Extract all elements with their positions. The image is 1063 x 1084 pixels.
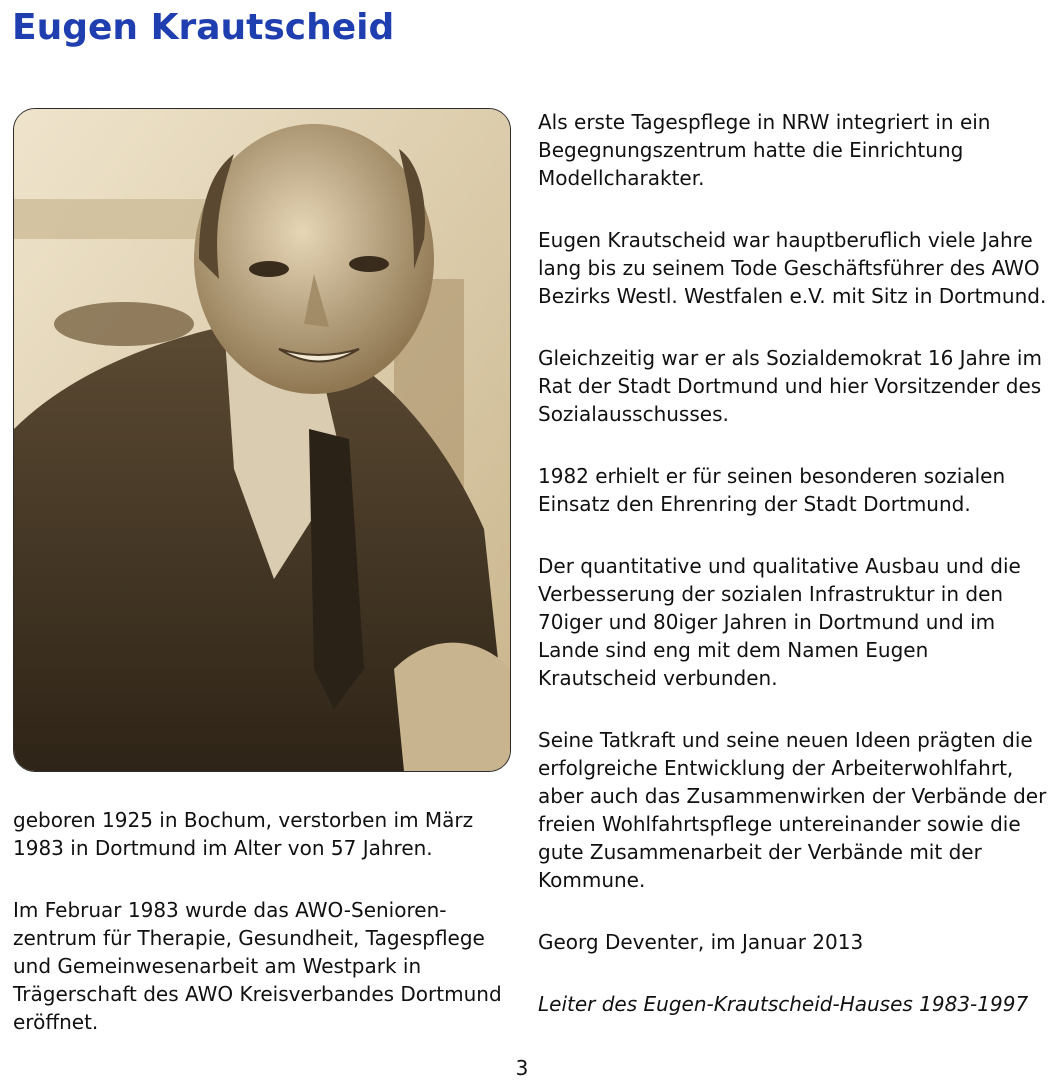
signature-role: Leiter des Eugen-Krautscheid-Hauses 1983-1997 <box>538 992 1029 1016</box>
paragraph-ehrenring: 1982 erhielt er für seinen besonderen sozialen Einsatz den Ehrenring der Stadt Dortmund. <box>538 464 1006 516</box>
portrait-photo <box>13 108 511 772</box>
page-number: 3 <box>515 1056 529 1080</box>
signature-block <box>538 928 1048 1018</box>
birth-info-paragraph: geboren 1925 in Bochum, verstorben im März 1983 in Dortmund im Alter von 57 Jahren. <box>13 808 474 860</box>
left-column <box>13 806 513 1036</box>
paragraph-legacy: Seine Tatkraft und seine neuen Ideen prägten die erfolgreiche Entwicklung der Arbeiterwohlfahrt, aber auch das Zusammenwirken der Verbände der freien Wohlfahrtspflege untereinander sowie die gute Zusammenarbeit der Verbände mit der Kommune. <box>538 728 1047 892</box>
page-title: Eugen Krautscheid <box>12 7 395 48</box>
signature-author: Georg Deventer, im Januar 2013 <box>538 930 864 954</box>
right-column <box>538 108 1048 1018</box>
paragraph-council: Gleichzeitig war er als Sozialdemokrat 16 Jahre im Rat der Stadt Dortmund und hier Vorsitzender des Sozialausschusses. <box>538 346 1042 426</box>
paragraph-infrastructure: Der quantitative und qualitative Ausbau und die Verbesserung der sozialen Infrastruktur in den 70iger und 80iger Jahren in Dortmund und im Lande sind eng mit dem Namen Eugen Krautscheid verbunden. <box>538 554 1021 690</box>
portrait-illustration <box>14 109 510 771</box>
opening-paragraph: Im Februar 1983 wurde das AWO-Senioren-zentrum für Therapie, Gesundheit, Tagespflege und Gemeinwesenarbeit am Westpark in Trägerschaft des AWO Kreisverbandes Dortmund eröffnet. <box>13 898 502 1034</box>
paragraph-career: Eugen Krautscheid war hauptberuflich viele Jahre lang bis zu seinem Tode Geschäftsführer des AWO Bezirks Westl. Westfalen e.V. mit Sitz in Dortmund. <box>538 228 1047 308</box>
paragraph-tagespflege: Als erste Tagespflege in NRW integriert in ein Begegnungszentrum hatte die Einrichtung Modellcharakter. <box>538 110 991 190</box>
